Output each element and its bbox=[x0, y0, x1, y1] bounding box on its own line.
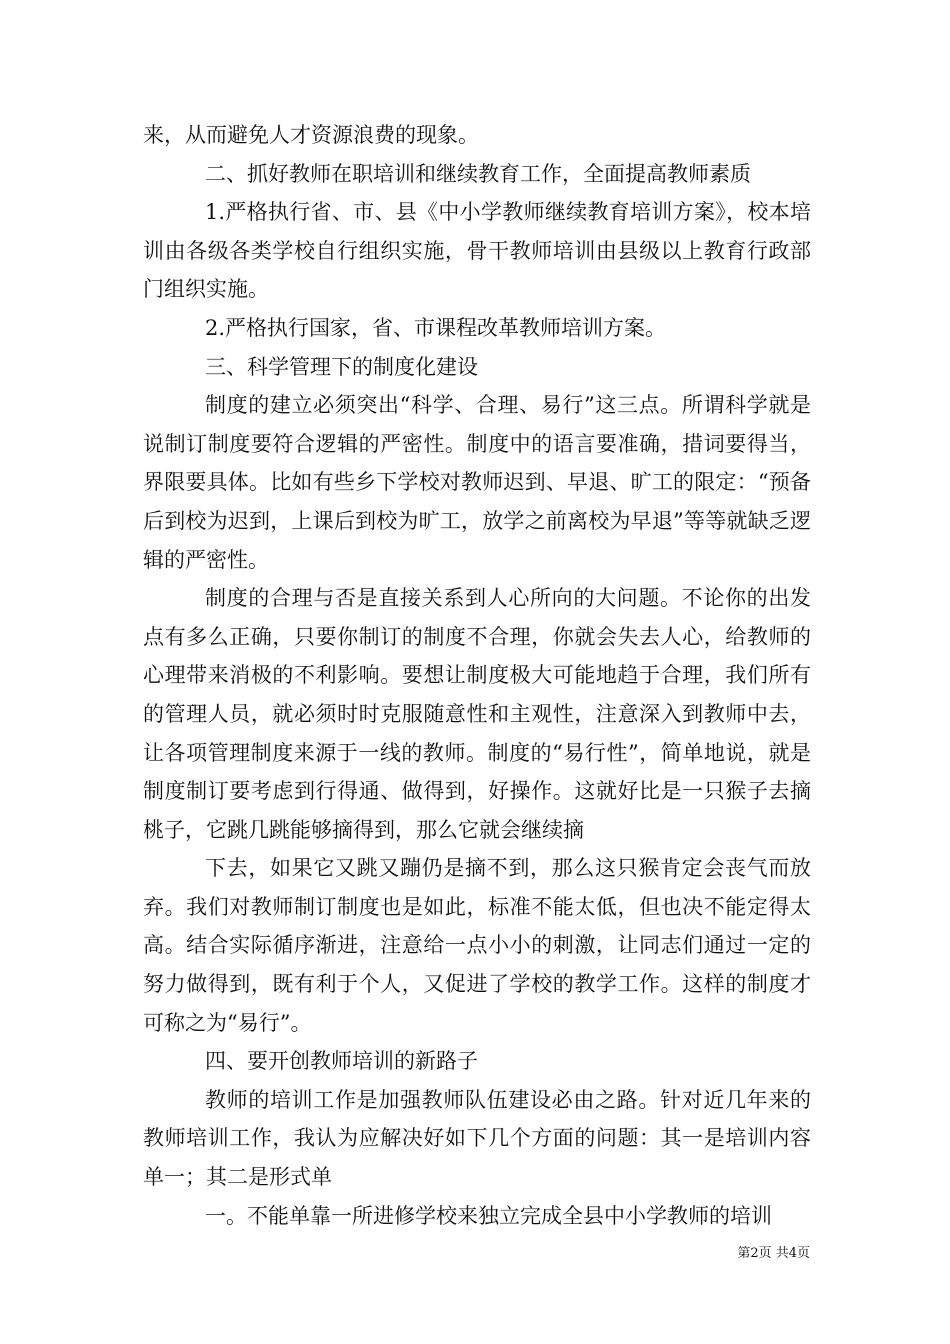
paragraph-item-2: 2.严格执行国家，省、市课程改革教师培训方案。 bbox=[205, 315, 667, 340]
paragraph-training-cont: 一。不能单靠一所进修学校来独立完成全县中小学教师的培训 bbox=[205, 1203, 772, 1228]
section-heading-4: 四、要开创教师培训的新路子 bbox=[205, 1049, 478, 1074]
section-heading-2: 二、抓好教师在职培训和继续教育工作，全面提高教师素质 bbox=[205, 161, 751, 186]
section-heading-3: 三、科学管理下的制度化建设 bbox=[205, 354, 478, 379]
paragraph-continuation: 来，从而避免人才资源浪费的现象。 bbox=[143, 123, 479, 147]
paragraph-item-1: 1.严格执行省、市、县《中小学教师继续教育培训方案》，校本培训由各级各类学校自行组织实施，骨干教师培训由县级以上教育行政部门组织实施。 bbox=[143, 200, 811, 302]
page-number: 第2页 共4页 bbox=[737, 1246, 810, 1261]
paragraph-reasonable: 制度的合理与否是直接关系到人心所向的大问题。不论你的出发点有多么正确，只要你制订的制度不合理，你就会失去人心，给教师的心理带来消极的不利影响。要想让制度极大可能地趋于合理，我们所有的管理人员，就必须时时克服随意性和主观性，注意深入到教师中去，让各项管理制度来源于一线的教师。制度的“易行性”，简单地说，就是制度制订要考虑到行得通、做得到，好操作。这就好比是一只猴子去摘桃子，它跳几跳能够摘得到，那么它就会继续摘 bbox=[143, 586, 811, 842]
paragraph-feasible: 下去，如果它又跳又蹦仍是摘不到，那么这只猴肯定会丧气而放弃。我们对教师制订制度也是如此，标准不能太低，但也决不能定得太高。结合实际循序渐进，注意给一点小小的刺激，让同志们通过一定的努力做得到，既有利于个人，又促进了学校的教学工作。这样的制度才可称之为“易行”。 bbox=[143, 856, 811, 1035]
paragraph-training: 教师的培训工作是加强教师队伍建设必由之路。针对近几年来的教师培训工作，我认为应解决好如下几个方面的问题：其一是培训内容单一；其二是形式单 bbox=[143, 1087, 811, 1190]
paragraph-scientific: 制度的建立必须突出“科学、合理、易行”这三点。所谓科学就是说制订制度要符合逻辑的严密性。制度中的语言要准确，措词要得当，界限要具体。比如有些乡下学校对教师迟到、早退、旷工的限定：“预备后到校为迟到，上课后到校为旷工，放学之前离校为早退”等等就缺乏逻辑的严密性。 bbox=[143, 393, 811, 572]
document-body bbox=[143, 116, 811, 1235]
